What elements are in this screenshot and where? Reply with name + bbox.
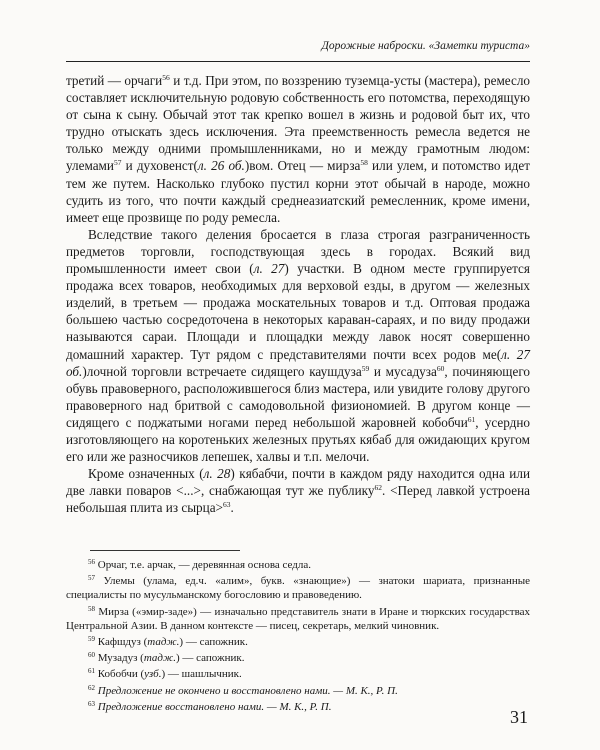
italic-run: л. 28: [203, 466, 231, 482]
italic-run: тадж.: [143, 652, 176, 665]
footnote: [66, 605, 530, 633]
footnotes: [66, 558, 530, 716]
text-run: Кафшдуз (: [97, 636, 148, 649]
italic-run: л. 26 об.: [197, 158, 245, 174]
text-run: или улем, и потомство идет тем же путем. Насколько глубоко пустил корни этот обычай в народе, можно судить из того, что почти каждый среднеазиатский ремесленник, кроме имени, имеет еще прозвище по роду ремесла.: [66, 158, 531, 225]
running-header: Дорожные наброски. «Заметки туриста»: [321, 40, 530, 52]
italic-run: Предложение не окончено и восстановлено нами. — М. К., Р. П.: [97, 684, 398, 697]
header-rule: [66, 61, 530, 62]
footnote: [66, 700, 530, 714]
footnote: [66, 635, 530, 649]
text-run: ) кябабчи, почти в каждом ряду находится одна или две лавки поваров <...>, снабжающая тут же публику: [66, 466, 531, 499]
text-run: третий — орчаги: [66, 73, 163, 88]
italic-run: тадж.: [147, 636, 180, 649]
footnote: [66, 651, 530, 665]
footnote: [66, 684, 530, 698]
text-run: , усердно изготовляющего на коротеньких железных прутьях кябаб для ожидающих кругом его или же разносчиков лепешек, халвы и т.п. мелочи.: [66, 414, 530, 465]
text-run: .: [230, 500, 234, 516]
footnote-ref: 56: [162, 73, 170, 82]
main-text: [66, 72, 530, 516]
footnote-number: 61: [88, 667, 95, 676]
footnote-ref: 63: [223, 500, 231, 510]
text-run: Улемы (улама, ед.ч. «алим», букв. «знающие») — знатоки шариата, признанные специалисты по мусульманскому богословию и правоведению.: [66, 575, 530, 602]
text-run: и мусадуза: [369, 363, 437, 379]
text-run: )вом. Отец — мирза: [244, 158, 361, 174]
text-run: ) участки. В одном месте группируется продажа всех товаров, необходимых для верховой езды, в другом — железных изделий, в третьем — продажа москательных товаров и т.д. Оптовая продажа большею частью сосредоточена в некоторых караван-сараях, и по виду продажи называются сараи. Площади и площадки между лавок носят совершенно домашний характер. Тут рядом с представителями почти всех родов ме(: [66, 261, 530, 362]
text-run: Музадуз (: [97, 652, 144, 665]
text-run: . <Перед лавкой устроена небольшая плита из сырца>: [66, 483, 530, 516]
italic-run: л. 27 об.: [66, 346, 530, 379]
page-number: 31: [510, 707, 528, 727]
footnote: [66, 667, 530, 681]
footnote-ref: 59: [361, 363, 370, 373]
text-run: )лочной торговли встречаете сидящего каушдуза: [82, 363, 362, 379]
footnote-number: 63: [88, 699, 95, 708]
footnote-ref: 62: [374, 483, 382, 493]
paragraph: [66, 226, 530, 465]
text-run: Мирза («эмир-заде») — изначально представитель знати в Иране и тюркских государствах Центральной Азии. В данном контексте — писец, секретарь, мелкий чиновник.: [66, 605, 530, 632]
text-run: Кобобчи (: [97, 668, 145, 681]
italic-run: Предложение восстановлено нами. — М. К., Р. П.: [97, 700, 332, 713]
paragraph: [66, 465, 530, 516]
footnote: [66, 574, 530, 602]
text-run: ) — шашлычник.: [161, 668, 242, 681]
text-run: ) — сапожник.: [179, 636, 248, 649]
footnote-number: 62: [88, 683, 95, 692]
footnote-number: 56: [88, 558, 95, 566]
footnote: [66, 558, 530, 572]
text-run: ) — сапожник.: [175, 652, 245, 665]
text-run: Кроме означенных (: [88, 466, 204, 482]
text-run: , починяющего обувь правоверного, расположившегося близ мастера, или увидите голову другого правоверного над бритвой с самодовольной физиономией. В другом конце — сидящего с поджатыми ногами перед небольшой жаровней кобобчи: [66, 363, 530, 430]
text-run: и духовенст(: [121, 158, 198, 174]
footnote-ref: 60: [436, 363, 445, 373]
text-run: Вследствие такого деления бросается в глаза строгая разграниченность предметов торговли, господствующая здесь в городах. Всякий вид промышленности имеет свои (: [66, 226, 530, 277]
footnote-ref: 61: [467, 414, 476, 424]
footnote-number: 57: [88, 574, 95, 583]
footnote-ref: 57: [113, 158, 122, 168]
italic-run: узб.: [144, 668, 162, 681]
italic-run: л. 27: [253, 261, 285, 277]
footnote-separator: [90, 550, 240, 551]
footnote-ref: 58: [360, 158, 368, 168]
text-run: Орчаг, т.е. арчак, — деревянная основа седла.: [97, 559, 311, 571]
footnote-number: 58: [88, 604, 95, 613]
footnote-number: 60: [88, 651, 95, 660]
footnote-number: 59: [88, 635, 95, 644]
paragraph: [66, 72, 530, 226]
text-run: и т.д. При этом, по воззрению туземца-усты (мастера), ремесло составляет исключительную родовую собственность его потомства, переходящую от сына к сыну. Обычай этот так крепко вошел в жизнь и родовой быт их, что трудно отыскать здесь исключения. Эта преемственность ремесла ведется не только между одними промышленниками, но и между грамотным людом: улемами: [66, 73, 531, 174]
